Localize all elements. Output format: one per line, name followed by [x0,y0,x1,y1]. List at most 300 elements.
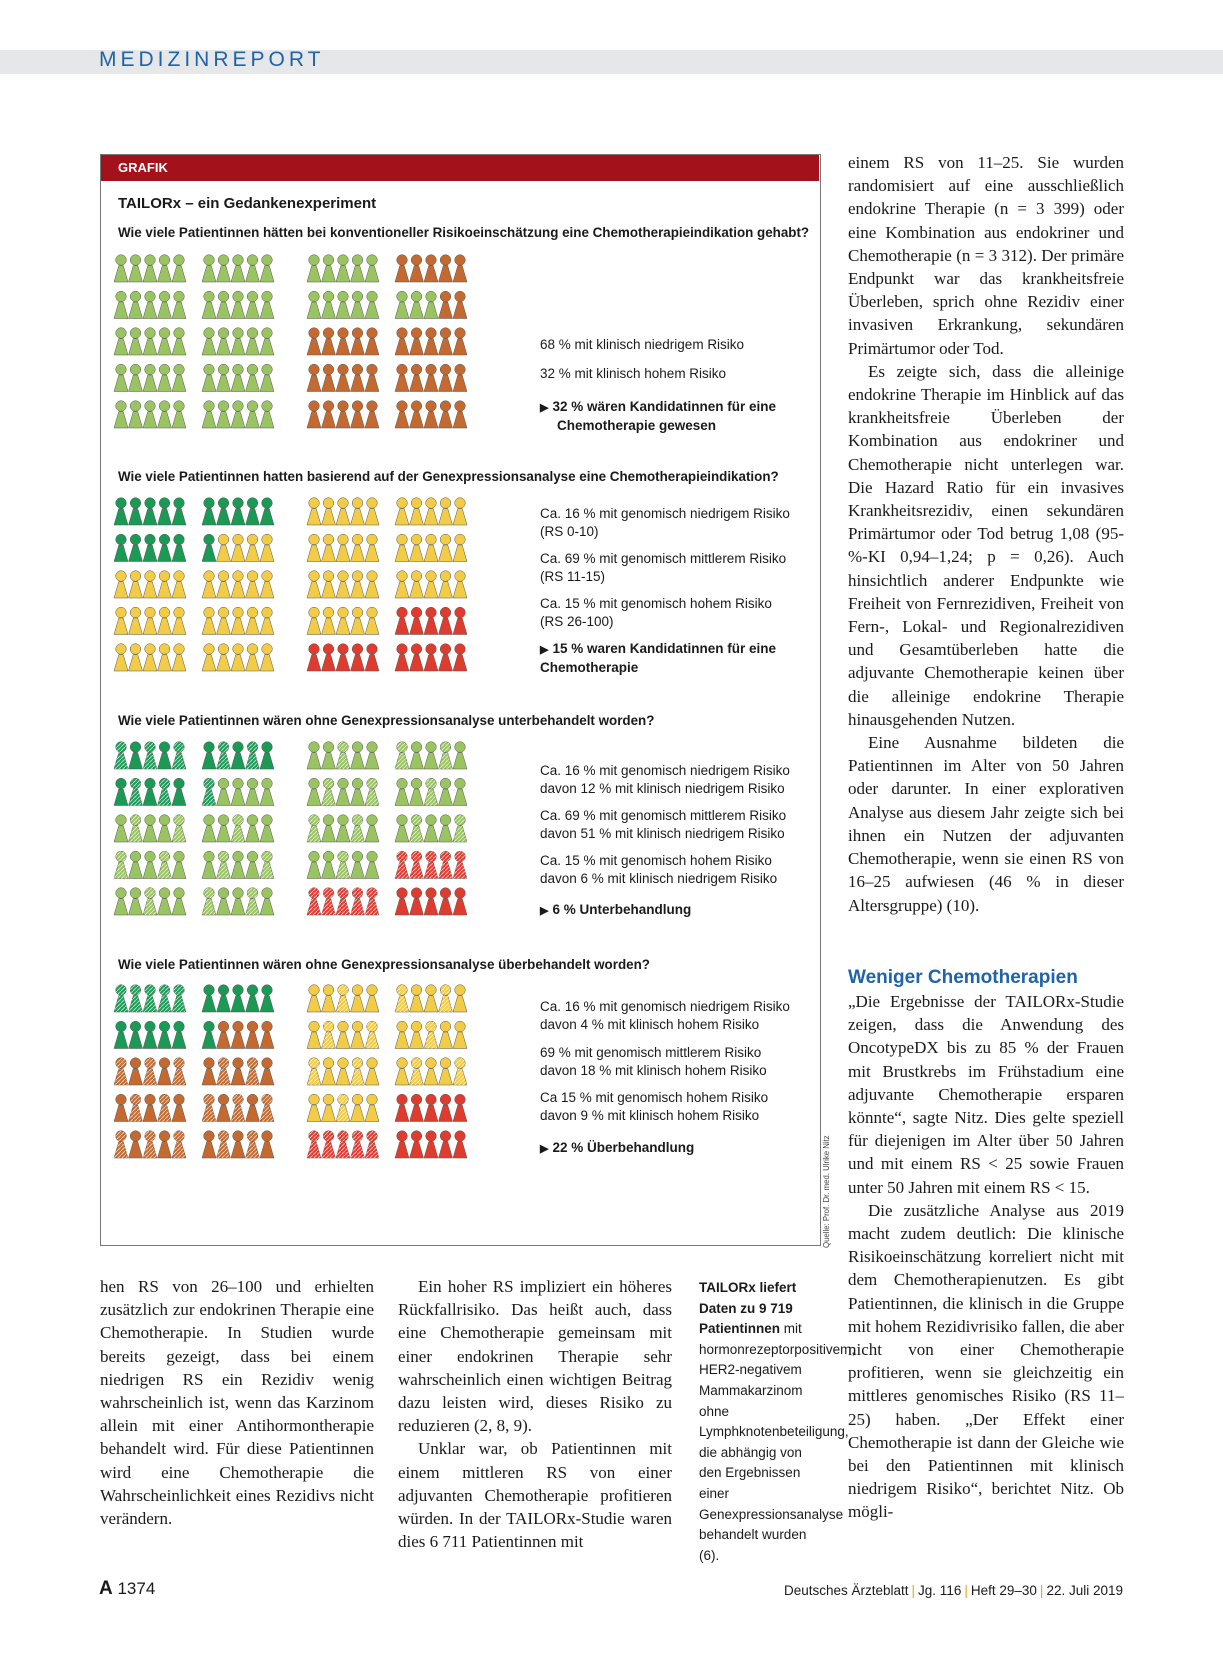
person-icon [158,607,172,634]
person-icon [202,1131,216,1158]
person-icon [129,985,143,1012]
panel-2-legend-4: ▶ 15 % waren Kandidatinnen für eine Chemotherapie [540,641,777,675]
person-icon [246,1021,260,1048]
person-icon [202,778,216,805]
person-icon [246,985,260,1012]
paragraph: Unklar war, ob Patientinnen mit einem mittleren RS von einer adjuvanten Chemotherapie profitieren würden. In der TAILORx-Studie waren dies 6 711 Patientinnen mit [398,1439,672,1552]
person-icon [114,1021,128,1048]
panel-2-legend-3: Ca. 15 % mit genomisch hohem Risiko (RS 26-100) [540,596,772,629]
arrow-right-icon: ▶ [540,644,549,656]
person-icon [158,888,172,915]
person-icon [336,571,350,598]
person-icon [351,1021,365,1048]
person-icon [217,498,231,525]
person-icon [307,534,321,561]
paragraph: „Die Ergebnisse der TAILORx-Studie zeigen, dass die Anwendung des OncotypeDX bis zu 85 % der Frauen mit Brustkrebs im Frühstadium eine adjuvante Chemotherapie ersparen könnte“, sagte Nitz. Dies gelte speziell für diejenigen im Alter über 50 Jahren und mit einem RS < 25 sowie Frauen unter 50 Jahren mit einem RS < 15. [848,992,1124,1197]
person-icon [322,851,336,878]
person-icon [217,1094,231,1121]
figure-box [100,154,821,1246]
person-icon [260,291,274,318]
person-icon [439,571,453,598]
person-icon [351,498,365,525]
person-icon [246,534,260,561]
person-icon [260,985,274,1012]
person-icon [322,291,336,318]
panel-1-legend-2: 32 % mit klinisch hohem Risiko [540,366,727,381]
person-icon [114,498,128,525]
panel-2-legend-2: Ca. 69 % mit genomisch mittlerem Risiko (RS 11-15) [540,551,787,584]
person-icon [114,401,128,428]
person-icon [395,607,409,634]
person-icon [395,255,409,282]
person-icon [410,291,424,318]
person-icon [217,644,231,671]
person-icon [260,498,274,525]
person-icon [129,255,143,282]
person-icon [439,328,453,355]
person-icon [424,742,438,769]
section-name: MEDIZINREPORT [99,48,325,71]
person-icon [143,1094,157,1121]
person-icon [424,888,438,915]
person-icon [322,778,336,805]
person-icon [351,255,365,282]
person-icon [410,1021,424,1048]
person-icon [202,1058,216,1085]
person-icon [143,985,157,1012]
person-icon [365,985,379,1012]
person-icon [114,851,128,878]
person-icon [143,364,157,391]
person-icon [231,1058,245,1085]
person-icon [231,571,245,598]
person-icon [114,255,128,282]
person-icon [172,1094,186,1121]
person-icon [351,571,365,598]
person-icon [129,291,143,318]
person-icon [246,328,260,355]
person-icon [439,888,453,915]
person-icon [307,1094,321,1121]
person-icon [172,851,186,878]
person-icon [260,607,274,634]
person-icon [158,364,172,391]
person-icon [365,1094,379,1121]
person-icon [322,644,336,671]
person-icon [129,742,143,769]
person-icon [410,571,424,598]
person-icon [231,1131,245,1158]
person-icon [260,1058,274,1085]
panel-2-question: Wie viele Patientinnen hatten basierend auf der Genexpressionsanalyse eine Chemotherapieindikation? [118,469,779,484]
person-icon [351,1131,365,1158]
person-icon [143,1058,157,1085]
person-icon [307,328,321,355]
arrow-right-icon: ▶ [540,402,549,414]
person-icon [217,534,231,561]
person-icon [365,778,379,805]
person-icon [260,255,274,282]
person-icon [143,1131,157,1158]
person-icon [410,1058,424,1085]
paragraph: Ein hoher RS impliziert ein höheres Rückfallrisiko. Das heißt auch, dass eine Chemotherapie gemeinsam mit einer endokrinen Therapie sehr wahrscheinlich einen wichtigen Beitrag dazu leisten wird, dieses Risiko zu reduzieren (2, 8, 9). [398,1277,672,1436]
person-icon [351,364,365,391]
person-icon [351,607,365,634]
person-icon [336,815,350,842]
person-icon [217,985,231,1012]
person-icon [217,255,231,282]
person-icon [453,607,467,634]
person-icon [246,1094,260,1121]
person-icon [336,607,350,634]
person-icon [260,328,274,355]
person-icon [143,328,157,355]
person-icon [260,571,274,598]
person-icon [453,1058,467,1085]
person-icon [410,888,424,915]
person-icon [322,1021,336,1048]
person-icon [246,498,260,525]
person-icon [453,401,467,428]
person-icon [365,815,379,842]
person-icon [202,607,216,634]
person-icon [322,328,336,355]
person-icon [395,498,409,525]
person-icon [351,742,365,769]
person-icon [172,1021,186,1048]
person-icon [246,571,260,598]
sidebar-note-lead: TAILORx liefert Daten zu 9 719 Patientinnen [699,1280,797,1337]
person-icon [424,255,438,282]
person-icon [395,328,409,355]
person-icon [439,364,453,391]
person-icon [172,742,186,769]
panel-1-legend-1: 68 % mit klinisch niedrigem Risiko [540,337,745,352]
person-icon [453,851,467,878]
person-icon [231,534,245,561]
person-icon [260,644,274,671]
person-icon [336,364,350,391]
person-icon [453,888,467,915]
person-icon [246,888,260,915]
person-icon [336,498,350,525]
person-icon [410,815,424,842]
person-icon [143,607,157,634]
person-icon [307,255,321,282]
person-icon [202,888,216,915]
person-icon [114,644,128,671]
subheading: Weniger Chemotherapien [848,967,1078,988]
person-icon [172,815,186,842]
person-icon [114,291,128,318]
person-icon [202,401,216,428]
person-icon [202,328,216,355]
figure-label: GRAFIK [101,155,819,181]
person-icon [351,815,365,842]
person-icon [202,291,216,318]
person-icon [307,1131,321,1158]
person-icon [439,742,453,769]
person-icon [365,607,379,634]
person-icon [114,607,128,634]
person-icon [114,778,128,805]
person-icon [217,1021,231,1048]
person-icon [217,1131,231,1158]
person-icon [172,1131,186,1158]
person-icon [217,742,231,769]
person-icon [260,851,274,878]
person-icon [424,364,438,391]
person-icon [336,401,350,428]
person-icon [453,534,467,561]
person-icon [322,1131,336,1158]
person-icon [143,571,157,598]
person-icon [158,1058,172,1085]
person-icon [424,571,438,598]
person-icon [424,851,438,878]
person-icon [439,401,453,428]
person-icon [158,571,172,598]
person-icon [307,888,321,915]
person-icon [307,742,321,769]
person-icon [336,255,350,282]
person-icon [260,778,274,805]
person-icon [453,1094,467,1121]
person-icon [365,1021,379,1048]
sidebar-note [699,1278,856,1566]
person-icon [365,1131,379,1158]
person-icon [424,1131,438,1158]
person-icon [231,498,245,525]
person-icon [231,815,245,842]
person-icon [129,1131,143,1158]
person-icon [336,778,350,805]
person-icon [260,888,274,915]
person-icon [410,644,424,671]
person-icon [410,364,424,391]
person-icon [322,815,336,842]
person-icon [424,534,438,561]
person-icon [217,291,231,318]
person-icon [322,364,336,391]
column-right-bottom [848,966,1124,1524]
person-icon [158,328,172,355]
person-icon [172,778,186,805]
person-icon [246,815,260,842]
person-icon [143,778,157,805]
column-2 [398,1275,672,1553]
person-icon [322,255,336,282]
person-icon [129,534,143,561]
person-icon [231,328,245,355]
person-icon [217,607,231,634]
person-icon [202,571,216,598]
person-icon [365,364,379,391]
journal-info: Deutsches Ärzteblatt | Jg. 116 | Heft 29–30 | 22. Juli 2019 [783,1583,1123,1598]
person-icon [129,498,143,525]
person-icon [202,742,216,769]
person-icon [410,778,424,805]
panel-3-legend-2: Ca. 69 % mit genomisch mittlerem Risiko davon 51 % mit klinisch niedrigem Risiko [540,808,787,841]
person-icon [202,498,216,525]
person-icon [158,498,172,525]
person-icon [217,1058,231,1085]
person-icon [410,401,424,428]
person-icon [260,1021,274,1048]
person-icon [231,291,245,318]
person-icon [202,851,216,878]
person-icon [439,1058,453,1085]
person-icon [439,534,453,561]
person-icon [365,255,379,282]
person-icon [439,1021,453,1048]
person-icon [365,328,379,355]
person-icon [158,742,172,769]
person-icon [114,534,128,561]
person-icon [439,851,453,878]
person-icon [453,328,467,355]
person-icon [424,1094,438,1121]
paragraph: hen RS von 26–100 und erhielten zusätzlich zur endokrinen Therapie eine Chemotherapie. In Studien wurde bereits gezeigt, dass bei einem niedrigen RS ein Rezidiv wenig wahrscheinlich ist, wenn das Karzinom allein mit einer Antihormontherapie behandelt wird. Für diese Patientinnen wird eine Chemotherapie die Wahrscheinlichkeit eines Rezidivs nicht verändern. [100,1277,374,1529]
person-icon [395,571,409,598]
person-icon [158,291,172,318]
person-icon [322,888,336,915]
person-icon [322,1058,336,1085]
person-icon [158,815,172,842]
person-icon [217,328,231,355]
person-icon [202,534,216,561]
person-icon [439,1131,453,1158]
person-icon [322,1094,336,1121]
person-icon [172,985,186,1012]
person-icon [158,255,172,282]
person-icon [231,985,245,1012]
person-icon [439,291,453,318]
person-icon [246,401,260,428]
person-icon [129,778,143,805]
person-icon [143,815,157,842]
person-icon [307,291,321,318]
person-icon [336,985,350,1012]
person-icon [351,401,365,428]
person-icon [453,364,467,391]
sidebar-note-text: mit hormonrezeptorpositivem, HER2-negativem Mammakarzinom ohne Lymphknotenbeteiligung, die abhängig von den Ergebnissen einer Genexpressionsanalyse behandelt wurden (6). [699,1321,856,1563]
person-icon [231,742,245,769]
person-icon [307,498,321,525]
person-icon [365,534,379,561]
person-icon [129,401,143,428]
person-icon [424,1058,438,1085]
person-icon [307,1058,321,1085]
person-icon [231,888,245,915]
person-icon [395,888,409,915]
person-icon [365,644,379,671]
person-icon [424,291,438,318]
person-icon [202,815,216,842]
person-icon [410,498,424,525]
person-icon [439,985,453,1012]
person-icon [129,1021,143,1048]
person-icon [114,1094,128,1121]
person-icon [395,815,409,842]
person-icon [336,644,350,671]
person-icon [365,571,379,598]
person-icon [307,401,321,428]
person-icon [217,364,231,391]
figure-credit: Quelle: Prof. Dr. med. Ulrike Nitz [822,1135,831,1248]
person-icon [395,1131,409,1158]
person-icon [114,1131,128,1158]
person-icon [114,985,128,1012]
person-icon [129,1058,143,1085]
person-icon [336,1021,350,1048]
person-icon [336,742,350,769]
person-icon [129,815,143,842]
person-icon [246,255,260,282]
person-icon [172,291,186,318]
panel-3-legend-3: Ca. 15 % mit genomisch hohem Risiko davon 6 % mit klinisch niedrigem Risiko [540,853,778,886]
person-icon [336,291,350,318]
person-icon [158,1021,172,1048]
person-icon [307,851,321,878]
person-icon [260,1131,274,1158]
person-icon [395,364,409,391]
person-icon [351,328,365,355]
person-icon [424,985,438,1012]
panel-4-legend-3: Ca 15 % mit genomisch hohem Risiko davon 9 % mit klinisch hohem Risiko [540,1090,769,1123]
person-icon [158,644,172,671]
person-icon [395,534,409,561]
person-icon [143,851,157,878]
person-icon [143,888,157,915]
person-icon [424,607,438,634]
person-icon [322,571,336,598]
panel-3-question: Wie viele Patientinnen wären ohne Genexpressionsanalyse unterbehandelt worden? [118,713,655,728]
person-icon [336,328,350,355]
person-icon [231,1094,245,1121]
person-icon [231,644,245,671]
person-icon [410,985,424,1012]
person-icon [246,644,260,671]
person-icon [395,1021,409,1048]
person-icon [129,888,143,915]
person-icon [172,255,186,282]
person-icon [453,985,467,1012]
person-icon [307,815,321,842]
person-icon [172,498,186,525]
person-icon [143,255,157,282]
person-icon [365,401,379,428]
person-icon [439,1094,453,1121]
person-icon [114,888,128,915]
person-icon [260,534,274,561]
person-icon [202,1094,216,1121]
person-icon [143,291,157,318]
person-icon [246,1058,260,1085]
panel-1-question: Wie viele Patientinnen hätten bei konventioneller Risikoeinschätzung eine Chemotherapieindikation gehabt? [118,225,810,240]
person-icon [424,815,438,842]
person-icon [453,571,467,598]
person-icon [453,1131,467,1158]
person-icon [453,815,467,842]
person-icon [172,364,186,391]
person-icon [260,401,274,428]
panel-4-legend-1: Ca. 16 % mit genomisch niedrigem Risiko davon 4 % mit klinisch hohem Risiko [540,999,790,1032]
person-icon [158,851,172,878]
arrow-right-icon: ▶ [540,1143,549,1155]
panel-3-legend-4: ▶ 6 % Unterbehandlung [540,902,692,917]
person-icon [365,742,379,769]
